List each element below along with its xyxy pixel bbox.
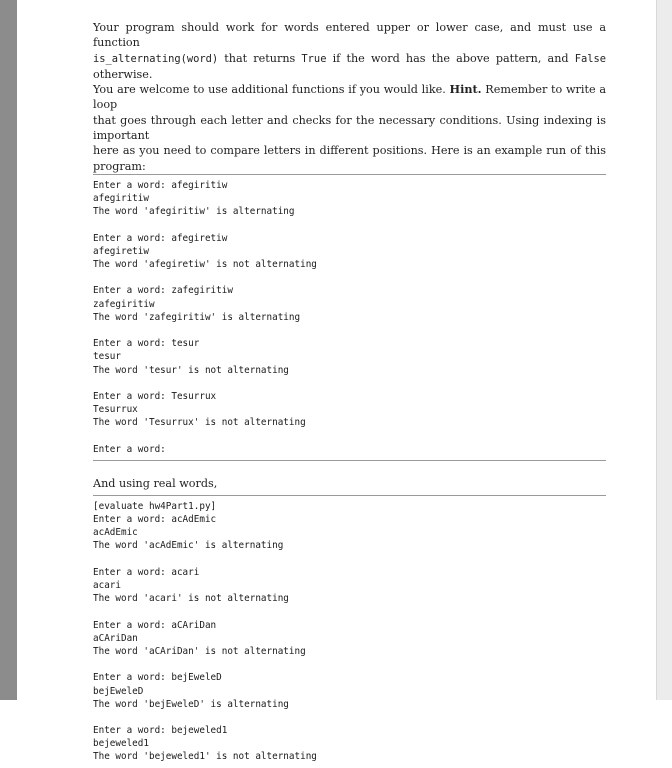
code-line: The word 'zafegiritiw' is alternating xyxy=(93,311,301,323)
intro-line-2: is_alternating(word) that returns True if the word has the above pattern, and False otherwise. xyxy=(93,51,607,81)
false-keyword: False xyxy=(574,52,607,65)
code-line: The word 'Tesurrux' is not alternating xyxy=(93,417,306,429)
blank-line xyxy=(93,324,606,337)
document-content xyxy=(93,20,606,768)
code-line: The word 'acAdEmic' is alternating xyxy=(93,540,284,552)
blank-line xyxy=(93,377,606,390)
blank-line xyxy=(93,553,606,566)
code-line: afegiretiw xyxy=(93,245,149,257)
true-keyword: True xyxy=(301,52,327,65)
code-line: zafegiritiw xyxy=(93,298,155,310)
code-line: The word 'tesur' is not alternating xyxy=(93,364,289,376)
real-words-heading: And using real words, xyxy=(93,476,218,490)
code-line: Enter a word: afegiretiw xyxy=(93,232,228,244)
code-line: The word 'afegiretiw' is not alternating xyxy=(93,259,317,271)
code-line: Tesurrux xyxy=(93,404,138,416)
code-line: bejeweled1 xyxy=(93,738,149,750)
code-line: aCAriDan xyxy=(93,632,138,644)
code-line: bejEweleD xyxy=(93,685,144,697)
code-line: The word 'aCAriDan' is not alternating xyxy=(93,645,306,657)
code-line: Enter a word: zafegiritiw xyxy=(93,285,233,297)
code-line: Enter a word: acAdEmic xyxy=(93,514,217,526)
function-signature: is_alternating(word) xyxy=(93,52,219,65)
intro-line-5: here as you need to compare letters in different positions. Here is an example run of this program: xyxy=(93,144,606,173)
blank-line xyxy=(93,219,606,232)
code-line: Enter a word: aCAriDan xyxy=(93,619,217,631)
code-line: The word 'bejEweleD' is alternating xyxy=(93,698,289,710)
example-run-2 xyxy=(93,496,606,768)
blank-line xyxy=(93,271,606,284)
right-edge xyxy=(656,0,672,700)
code-line: Enter a word: bejEweleD xyxy=(93,672,222,684)
code-line: The word 'acari' is not alternating xyxy=(93,593,289,605)
blank-line xyxy=(93,605,606,618)
left-gutter xyxy=(0,0,17,700)
code-line: afegiritiw xyxy=(93,193,149,205)
blank-line xyxy=(93,430,606,443)
code-line: tesur xyxy=(93,351,121,363)
code-line: The word 'bejeweled1' is not alternating xyxy=(93,751,317,763)
code-line: acAdEmic xyxy=(93,527,138,539)
code-line: The word 'afegiritiw' is alternating xyxy=(93,206,295,218)
blank-line xyxy=(93,711,606,724)
intro-line-4: that goes through each letter and checks for the necessary conditions. Using indexing is important xyxy=(93,113,606,143)
intro-line-1: Your program should work for words entered upper or lower case, and must use a function xyxy=(93,21,606,50)
example-run-1 xyxy=(93,175,606,460)
code-line: Enter a word: bejeweled1 xyxy=(93,725,228,737)
code-line: Enter a word: acari xyxy=(93,566,200,578)
intro-line-3: You are welcome to use additional functions if you would like. Hint. Remember to write a loop xyxy=(93,82,606,112)
code-line: Enter a word: afegiritiw xyxy=(93,179,228,191)
code-line: [evaluate hw4Part1.py] xyxy=(93,500,217,512)
code-line: Enter a word: xyxy=(93,443,166,455)
code-line: Enter a word: tesur xyxy=(93,338,200,350)
code-line: acari xyxy=(93,580,121,592)
blank-line xyxy=(93,658,606,671)
code-line: Enter a word: Tesurrux xyxy=(93,390,217,402)
hint-label: Hint. xyxy=(449,82,482,97)
